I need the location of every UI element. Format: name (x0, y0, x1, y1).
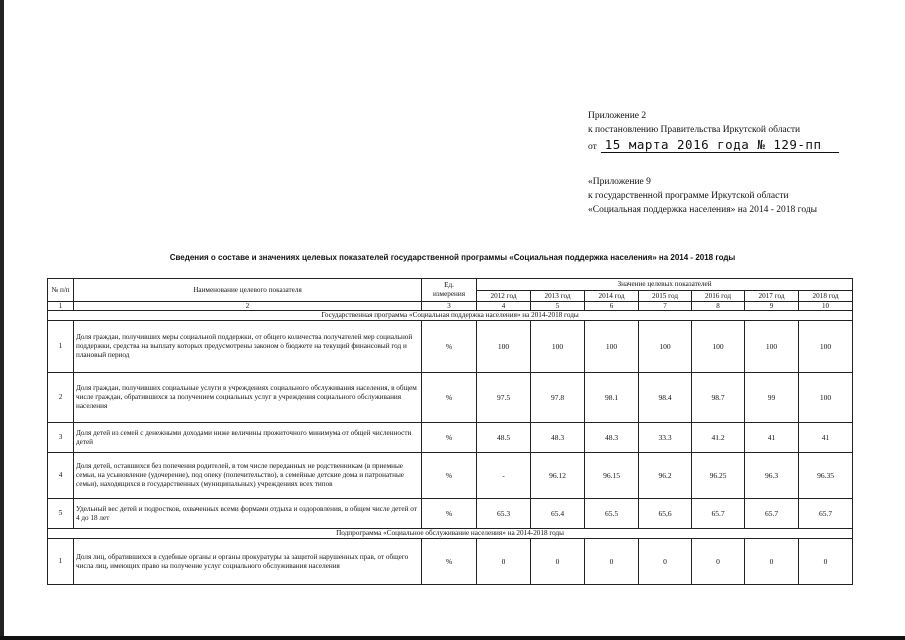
header-num: № п/п (48, 279, 74, 302)
indicator-value: 100 (692, 321, 745, 373)
table-row (48, 453, 853, 499)
indicators-table (47, 278, 853, 585)
indicator-value: 98.7 (692, 373, 745, 423)
header-year: 2015 год (639, 291, 692, 302)
indicator-value: - (477, 453, 531, 499)
indicator-name: Доля граждан, получивших меры социальной поддержки, от общего количества получателей мер социальной поддержки, средства на выплату которых предусмотрены законом о бюджете на текущий финансовый год и плановый период (74, 321, 422, 373)
indicator-value: 0 (477, 539, 531, 585)
indicator-value: 65,6 (639, 499, 692, 529)
decree-handwritten-date: 15 марта 2016 года № 129-пп (601, 138, 840, 153)
header-year: 2012 год (477, 291, 531, 302)
header-unit-line1: Ед. (444, 281, 454, 289)
table-row (48, 423, 853, 453)
row-num: 5 (48, 499, 74, 529)
indicator-unit: % (422, 453, 477, 499)
indicator-value: 96.3 (745, 453, 799, 499)
table-row (48, 499, 853, 529)
indicator-unit: % (422, 499, 477, 529)
column-number: 2 (74, 302, 422, 311)
column-number: 9 (745, 302, 799, 311)
indicator-value: 41.2 (692, 423, 745, 453)
column-number: 1 (48, 302, 74, 311)
indicator-value: 100 (799, 373, 853, 423)
section-title: Подпрограмма «Социальное обслуживание населения» на 2014-2018 годы (48, 529, 853, 539)
column-number: 4 (477, 302, 531, 311)
indicator-value: 97.5 (477, 373, 531, 423)
indicator-name: Доля граждан, получивших социальные услуги в учреждениях социального обслуживания населения, в общем числе граждан, обратившихся за получением социальных услуг в учреждения социального обслуживания населения (74, 373, 422, 423)
document-title: Сведения о составе и значениях целевых показателей государственной программы «Социальная поддержка населения» на 2014 - 2018 годы (169, 253, 736, 262)
indicator-value: 65.3 (477, 499, 531, 529)
scan-edge-left (0, 0, 4, 640)
table-row (48, 539, 853, 585)
indicator-value: 97.8 (531, 373, 585, 423)
indicator-value: 96.12 (531, 453, 585, 499)
column-number: 7 (639, 302, 692, 311)
header-values-group: Значение целевых показателей (477, 279, 853, 291)
appendix-9-title: «Приложение 9 (588, 177, 651, 187)
indicator-value: 65.5 (585, 499, 639, 529)
indicator-unit: % (422, 321, 477, 373)
header-year: 2014 год (585, 291, 639, 302)
indicator-value: 0 (692, 539, 745, 585)
appendix-2-title: Приложение 2 (588, 111, 647, 121)
indicator-value: 41 (745, 423, 799, 453)
indicator-name: Доля детей из семей с денежными доходами ниже величины прожиточного минимума от общей численности детей (74, 423, 422, 453)
appendix-2-resolution: к постановлению Правительства Иркутской области (588, 125, 801, 135)
appendix-2-block (588, 109, 839, 154)
indicator-value: 96.25 (692, 453, 745, 499)
header-unit-line2: измерения (432, 290, 466, 298)
header-name: Наименование целевого показателя (74, 279, 422, 302)
header-year: 2018 год (799, 291, 853, 302)
indicator-name: Удельный вес детей и подростков, охваченных всеми формами отдыха и оздоровления, в общем числе детей от 4 до 18 лет (74, 499, 422, 529)
indicator-value: 0 (585, 539, 639, 585)
indicator-value: 99 (745, 373, 799, 423)
header-year: 2017 год (745, 291, 799, 302)
indicator-unit: % (422, 373, 477, 423)
indicator-value: 41 (799, 423, 853, 453)
indicator-value: 98.4 (639, 373, 692, 423)
table-row (48, 321, 853, 373)
table-row (48, 373, 853, 423)
indicator-value: 100 (531, 321, 585, 373)
indicator-value: 100 (477, 321, 531, 373)
decree-date-line (588, 138, 839, 154)
indicator-value: 0 (531, 539, 585, 585)
indicator-value: 100 (745, 321, 799, 373)
header-year: 2013 год (531, 291, 585, 302)
indicator-value: 48.5 (477, 423, 531, 453)
indicator-value: 48.3 (585, 423, 639, 453)
indicator-value: 65.7 (799, 499, 853, 529)
indicator-value: 96.15 (585, 453, 639, 499)
column-number: 6 (585, 302, 639, 311)
indicator-unit: % (422, 423, 477, 453)
column-number: 3 (422, 302, 477, 311)
indicator-value: 96.2 (639, 453, 692, 499)
indicator-value: 96.35 (799, 453, 853, 499)
table-column-numbers-row (48, 302, 853, 311)
column-number: 10 (799, 302, 853, 311)
indicator-value: 65.4 (531, 499, 585, 529)
section-title: Государственная программа «Социальная поддержка населения» на 2014-2018 годы (48, 311, 853, 321)
indicator-value: 0 (639, 539, 692, 585)
row-num: 2 (48, 373, 74, 423)
row-num: 1 (48, 321, 74, 373)
table-header-row (48, 279, 853, 291)
indicator-name: Доля лиц, обратившихся в судебные органы и органы прокуратуры за защитой нарушенных прав, от общего числа лиц, имеющих право на получение услуг социального обслуживания населения (74, 539, 422, 585)
indicator-value: 65.7 (692, 499, 745, 529)
indicator-value: 48.3 (531, 423, 585, 453)
header-unit (422, 279, 477, 302)
indicator-value: 100 (585, 321, 639, 373)
indicator-unit: % (422, 539, 477, 585)
indicator-value: 65.7 (745, 499, 799, 529)
indicator-name: Доля детей, оставшихся без попечения родителей, в том числе переданных не родственникам (в приемные семьи, на усыновление (удочерение), под опеку (попечительство), в семейные детские дома и патронатные семьи), находящихся в государственных (муниципальных) учреждениях всех типов (74, 453, 422, 499)
indicator-value: 100 (799, 321, 853, 373)
indicator-value: 0 (745, 539, 799, 585)
indicator-value: 33.3 (639, 423, 692, 453)
appendix-9-block (588, 175, 817, 217)
header-year: 2016 год (692, 291, 745, 302)
row-num: 4 (48, 453, 74, 499)
appendix-9-program-name: «Социальная поддержка населения» на 2014 - 2018 годы (588, 205, 818, 215)
row-num: 1 (48, 539, 74, 585)
indicator-value: 0 (799, 539, 853, 585)
row-num: 3 (48, 423, 74, 453)
indicator-value: 98.1 (585, 373, 639, 423)
scan-edge-bottom (0, 636, 905, 640)
appendix-9-program: к государственной программе Иркутской области (588, 191, 789, 201)
column-number: 5 (531, 302, 585, 311)
decree-prefix: от (588, 142, 597, 152)
section-row-program (48, 311, 853, 321)
column-number: 8 (692, 302, 745, 311)
section-row-subprogram (48, 529, 853, 539)
indicator-value: 100 (639, 321, 692, 373)
